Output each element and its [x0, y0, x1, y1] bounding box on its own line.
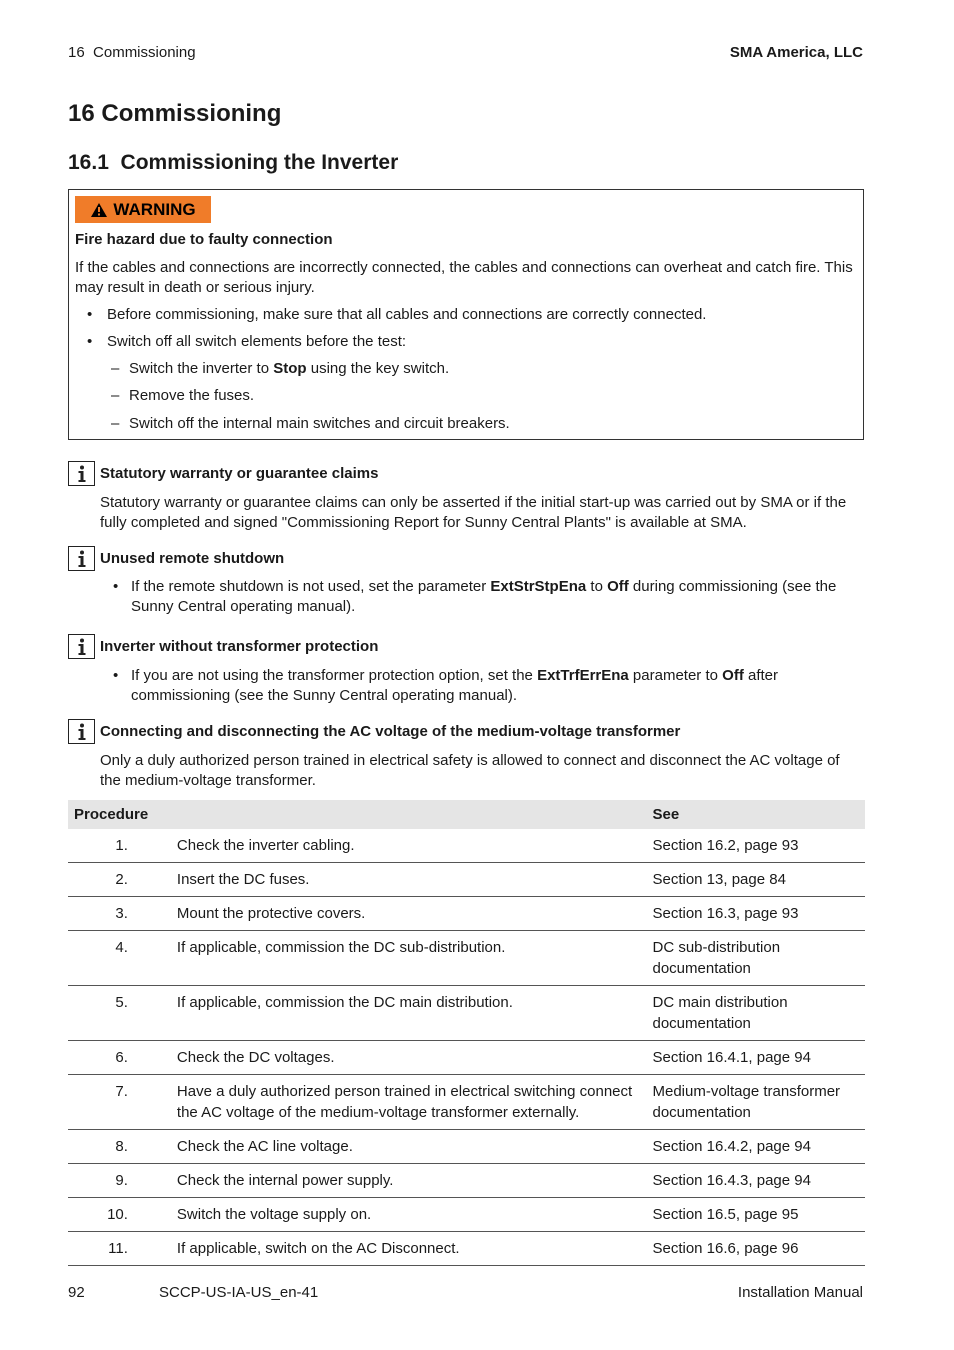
value-off: Off: [607, 578, 629, 595]
step-text: Check the internal power supply.: [128, 1164, 647, 1198]
step-number: 7.: [68, 1075, 128, 1130]
section-title: 16.1 Commissioning the Inverter: [68, 151, 399, 174]
step-number: 10.: [68, 1198, 128, 1232]
step-text: If applicable, commission the DC main distribution.: [128, 986, 647, 1041]
step-text: Check the inverter cabling.: [128, 829, 647, 863]
table-row: [68, 863, 865, 897]
table-header-row: [68, 800, 865, 829]
step-text: Check the DC voltages.: [128, 1041, 647, 1075]
step-text: Mount the protective covers.: [128, 897, 647, 931]
info-icon: [68, 546, 95, 571]
warning-subitem: – Switch the inverter to Stop using the key switch.: [111, 360, 450, 377]
warning-title: Fire hazard due to faulty connection: [75, 231, 333, 248]
footer-page-number: 92: [68, 1284, 85, 1301]
warning-subitem: – Switch off the internal main switches and circuit breakers.: [111, 415, 510, 432]
table-row: [68, 1164, 865, 1198]
table-row: [68, 1130, 865, 1164]
running-header-section: 16 Commissioning: [68, 44, 196, 61]
step-reference: Section 16.3, page 93: [646, 897, 865, 931]
warning-badge: [75, 196, 211, 223]
note-title-remote-shutdown: Unused remote shutdown: [100, 550, 285, 567]
note-title-warranty: Statutory warranty or guarantee claims: [100, 465, 379, 482]
step-reference: Section 16.6, page 96: [646, 1232, 865, 1266]
info-icon: [68, 461, 95, 486]
footer-doc-id: SCCP-US-IA-US_en-41: [159, 1284, 319, 1301]
step-text: Insert the DC fuses.: [128, 863, 647, 897]
step-number: 5.: [68, 986, 128, 1041]
step-reference: Section 16.2, page 93: [646, 829, 865, 863]
step-text: Have a duly authorized person trained in electrical switching connect the AC voltage of the medium-voltage transformer externally.: [128, 1075, 647, 1130]
step-reference: DC main distribution documentation: [646, 986, 865, 1041]
step-number: 4.: [68, 931, 128, 986]
note-title-ac-voltage: Connecting and disconnecting the AC voltage of the medium-voltage transformer: [100, 723, 681, 740]
note-body-ac-voltage: Only a duly authorized person trained in electrical safety is allowed to connect and disconnect the AC voltage of the medium-voltage transformer.: [100, 752, 840, 789]
warning-label: WARNING: [113, 199, 196, 219]
table-row: [68, 897, 865, 931]
step-number: 3.: [68, 897, 128, 931]
info-icon: [68, 719, 95, 744]
param-extstrstpena: ExtStrStpEna: [490, 578, 587, 595]
step-reference: Section 16.4.3, page 94: [646, 1164, 865, 1198]
table-row: [68, 1232, 865, 1266]
info-icon: [68, 634, 95, 659]
step-number: 2.: [68, 863, 128, 897]
warning-bullet-text: Switch off all switch elements before the test:: [107, 333, 407, 350]
step-number: 1.: [68, 829, 128, 863]
step-reference: Section 16.5, page 95: [646, 1198, 865, 1232]
running-header-company: SMA America, LLC: [729, 44, 863, 61]
step-reference: Section 13, page 84: [646, 863, 865, 897]
note-title-transformer-protection: Inverter without transformer protection: [100, 638, 379, 655]
warning-text: If the cables and connections are incorrectly connected, the cables and connections can overheat and catch fire. This may result in death or serious injury.: [75, 259, 853, 296]
header-procedure: Procedure: [68, 800, 646, 829]
table-row: [68, 1041, 865, 1075]
table-row: [68, 829, 865, 863]
chapter-title: 16 Commissioning: [68, 100, 282, 127]
table-row: [68, 1075, 865, 1130]
step-reference: Section 16.4.2, page 94: [646, 1130, 865, 1164]
table-row: [68, 1198, 865, 1232]
step-text: If applicable, switch on the AC Disconnect.: [128, 1232, 647, 1266]
warning-triangle-icon: [90, 202, 108, 218]
table-row: [68, 986, 865, 1041]
step-reference: DC sub-distribution documentation: [646, 931, 865, 986]
step-text: Switch the voltage supply on.: [128, 1198, 647, 1232]
warning-box: WARNING Fire hazard due to faulty connection If the cables and connections are incorrectly connected, the cables and connections can overheat and catch fire. This may result in death or serious injury. • Before commissioning, make sure that all cables and connections are correctly connected. • Switch off all switch elements before the test: – Switch the inverter to Stop using the key switch. – Remove the fuses. – Switch off the internal main switches and circuit breakers.: [68, 189, 864, 440]
step-number: 8.: [68, 1130, 128, 1164]
param-exttrferrena: ExtTrfErrEna: [537, 667, 629, 684]
step-number: 11.: [68, 1232, 128, 1266]
note-body-warranty: Statutory warranty or guarantee claims can only be asserted if the initial start-up was carried out by SMA or if the fully completed and signed "Commissioning Report for Sunny Central Plants" is available at SMA.: [100, 494, 847, 531]
step-number: 6.: [68, 1041, 128, 1075]
stop-keyword: Stop: [273, 360, 307, 377]
step-text: Check the AC line voltage.: [128, 1130, 647, 1164]
footer-manual-title: Installation Manual: [737, 1284, 863, 1301]
warning-bullet-text: Before commissioning, make sure that all cables and connections are correctly connected.: [107, 306, 707, 323]
warning-subitem: – Remove the fuses.: [111, 387, 255, 404]
table-row: [68, 931, 865, 986]
step-text: If applicable, commission the DC sub-distribution.: [128, 931, 647, 986]
step-reference: Section 16.4.1, page 94: [646, 1041, 865, 1075]
header-see: See: [646, 800, 865, 829]
step-number: 9.: [68, 1164, 128, 1198]
value-off: Off: [722, 667, 744, 684]
step-reference: Medium-voltage transformer documentation: [646, 1075, 865, 1130]
procedure-table: [68, 800, 865, 1266]
